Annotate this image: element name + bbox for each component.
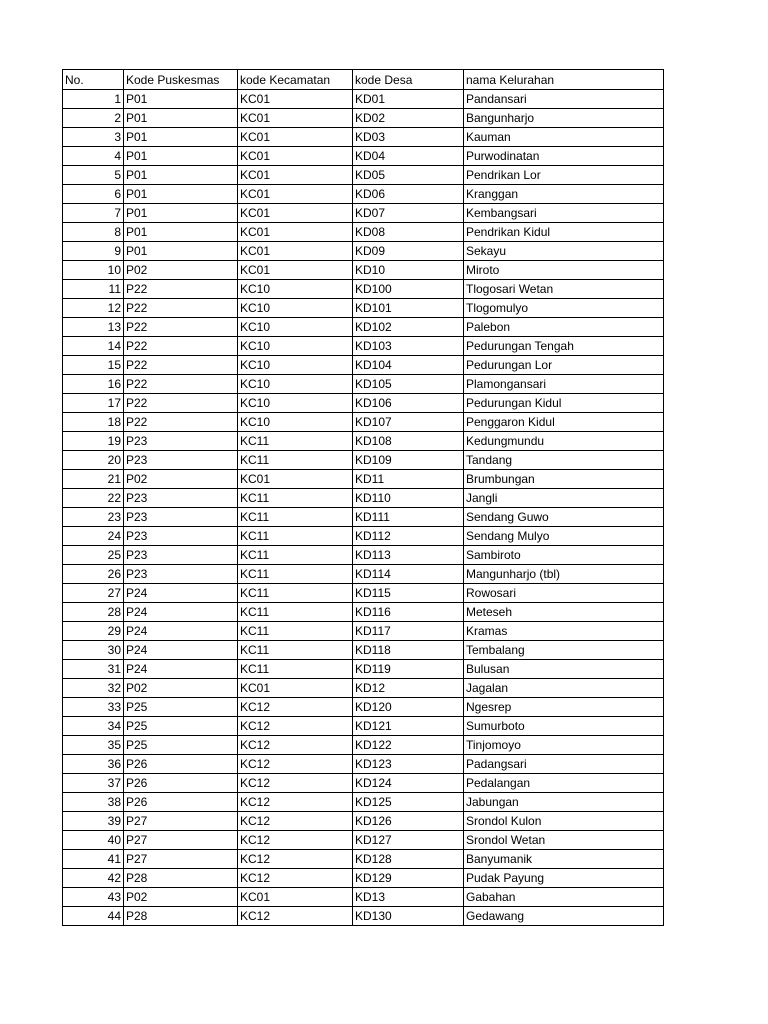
cell-kode-kecamatan[interactable]: KC11 — [238, 565, 353, 584]
cell-kode-kecamatan[interactable]: KC11 — [238, 508, 353, 527]
cell-kode-puskesmas[interactable]: P28 — [124, 869, 238, 888]
cell-kode-kecamatan[interactable]: KC01 — [238, 888, 353, 907]
cell-nama-kelurahan[interactable]: Tlogomulyo — [464, 299, 664, 318]
cell-kode-desa[interactable]: KD106 — [353, 394, 464, 413]
cell-no[interactable]: 11 — [63, 280, 124, 299]
table-row — [63, 432, 664, 451]
table-row — [63, 90, 664, 109]
cell-kode-kecamatan[interactable]: KC10 — [238, 413, 353, 432]
cell-kode-kecamatan[interactable]: KC11 — [238, 546, 353, 565]
cell-kode-puskesmas[interactable]: P02 — [124, 261, 238, 280]
cell-kode-desa[interactable]: KD01 — [353, 90, 464, 109]
cell-nama-kelurahan[interactable]: Kedungmundu — [464, 432, 664, 451]
table-row — [63, 413, 664, 432]
cell-kode-kecamatan[interactable]: KC01 — [238, 261, 353, 280]
cell-kode-desa[interactable]: KD130 — [353, 907, 464, 926]
cell-kode-desa[interactable]: KD108 — [353, 432, 464, 451]
cell-no[interactable]: 23 — [63, 508, 124, 527]
cell-kode-desa[interactable]: KD128 — [353, 850, 464, 869]
cell-kode-desa[interactable]: KD126 — [353, 812, 464, 831]
cell-no[interactable]: 9 — [63, 242, 124, 261]
cell-no[interactable]: 10 — [63, 261, 124, 280]
cell-no[interactable]: 33 — [63, 698, 124, 717]
cell-kode-desa[interactable]: KD113 — [353, 546, 464, 565]
cell-kode-kecamatan[interactable]: KC01 — [238, 223, 353, 242]
cell-kode-kecamatan[interactable]: KC01 — [238, 242, 353, 261]
cell-kode-desa[interactable]: KD02 — [353, 109, 464, 128]
table-row — [63, 869, 664, 888]
cell-kode-kecamatan[interactable]: KC01 — [238, 166, 353, 185]
kelurahan-table — [62, 69, 664, 926]
table-row — [63, 698, 664, 717]
cell-kode-puskesmas[interactable]: P22 — [124, 280, 238, 299]
cell-nama-kelurahan[interactable]: Brumbungan — [464, 470, 664, 489]
table-row — [63, 679, 664, 698]
table-row — [63, 489, 664, 508]
header-nama-kelurahan[interactable]: nama Kelurahan — [464, 70, 664, 90]
cell-kode-puskesmas[interactable]: P24 — [124, 622, 238, 641]
cell-kode-desa[interactable]: KD123 — [353, 755, 464, 774]
cell-kode-desa[interactable]: KD117 — [353, 622, 464, 641]
table-row — [63, 641, 664, 660]
cell-kode-puskesmas[interactable]: P26 — [124, 793, 238, 812]
cell-nama-kelurahan[interactable]: Tinjomoyo — [464, 736, 664, 755]
table-row — [63, 337, 664, 356]
table-row — [63, 622, 664, 641]
table-row — [63, 223, 664, 242]
cell-nama-kelurahan[interactable]: Penggaron Kidul — [464, 413, 664, 432]
table-row — [63, 318, 664, 337]
cell-kode-puskesmas[interactable]: P24 — [124, 641, 238, 660]
cell-kode-desa[interactable]: KD101 — [353, 299, 464, 318]
table-row — [63, 147, 664, 166]
cell-kode-kecamatan[interactable]: KC12 — [238, 698, 353, 717]
cell-kode-desa[interactable]: KD121 — [353, 717, 464, 736]
cell-nama-kelurahan[interactable]: Gedawang — [464, 907, 664, 926]
cell-no[interactable]: 38 — [63, 793, 124, 812]
cell-no[interactable]: 26 — [63, 565, 124, 584]
cell-kode-puskesmas[interactable]: P28 — [124, 907, 238, 926]
cell-nama-kelurahan[interactable]: Mangunharjo (tbl) — [464, 565, 664, 584]
cell-kode-kecamatan[interactable]: KC01 — [238, 204, 353, 223]
cell-kode-kecamatan[interactable]: KC11 — [238, 527, 353, 546]
cell-kode-puskesmas[interactable]: P24 — [124, 660, 238, 679]
cell-kode-puskesmas[interactable]: P22 — [124, 337, 238, 356]
cell-kode-kecamatan[interactable]: KC10 — [238, 318, 353, 337]
table-row — [63, 299, 664, 318]
cell-kode-kecamatan[interactable]: KC12 — [238, 812, 353, 831]
cell-kode-kecamatan[interactable]: KC10 — [238, 337, 353, 356]
cell-nama-kelurahan[interactable]: Palebon — [464, 318, 664, 337]
cell-no[interactable]: 18 — [63, 413, 124, 432]
table-row — [63, 527, 664, 546]
cell-no[interactable]: 37 — [63, 774, 124, 793]
cell-nama-kelurahan[interactable]: Kramas — [464, 622, 664, 641]
cell-no[interactable]: 30 — [63, 641, 124, 660]
cell-kode-puskesmas[interactable]: P26 — [124, 755, 238, 774]
cell-kode-kecamatan[interactable]: KC12 — [238, 755, 353, 774]
table-row — [63, 375, 664, 394]
cell-nama-kelurahan[interactable]: Sendang Guwo — [464, 508, 664, 527]
table-row — [63, 812, 664, 831]
cell-kode-puskesmas[interactable]: P02 — [124, 888, 238, 907]
table-row — [63, 888, 664, 907]
cell-no[interactable]: 21 — [63, 470, 124, 489]
cell-kode-puskesmas[interactable]: P22 — [124, 394, 238, 413]
cell-kode-puskesmas[interactable]: P02 — [124, 679, 238, 698]
cell-no[interactable]: 34 — [63, 717, 124, 736]
table-row — [63, 242, 664, 261]
cell-kode-puskesmas[interactable]: P01 — [124, 109, 238, 128]
cell-no[interactable]: 22 — [63, 489, 124, 508]
cell-kode-puskesmas[interactable]: P24 — [124, 603, 238, 622]
table-row — [63, 584, 664, 603]
cell-no[interactable]: 1 — [63, 90, 124, 109]
cell-kode-puskesmas[interactable]: P22 — [124, 413, 238, 432]
cell-no[interactable]: 28 — [63, 603, 124, 622]
cell-nama-kelurahan[interactable]: Kembangsari — [464, 204, 664, 223]
table-row — [63, 546, 664, 565]
cell-kode-puskesmas[interactable]: P27 — [124, 812, 238, 831]
cell-no[interactable]: 17 — [63, 394, 124, 413]
cell-kode-puskesmas[interactable]: P02 — [124, 470, 238, 489]
cell-nama-kelurahan[interactable]: Tandang — [464, 451, 664, 470]
cell-nama-kelurahan[interactable]: Pedurungan Kidul — [464, 394, 664, 413]
cell-kode-kecamatan[interactable]: KC10 — [238, 394, 353, 413]
cell-nama-kelurahan[interactable]: Jagalan — [464, 679, 664, 698]
cell-kode-desa[interactable]: KD112 — [353, 527, 464, 546]
table-row — [63, 793, 664, 812]
table-row — [63, 774, 664, 793]
cell-nama-kelurahan[interactable]: Gabahan — [464, 888, 664, 907]
cell-nama-kelurahan[interactable]: Ngesrep — [464, 698, 664, 717]
cell-kode-desa[interactable]: KD114 — [353, 565, 464, 584]
table-row — [63, 394, 664, 413]
table-row — [63, 717, 664, 736]
cell-kode-puskesmas[interactable]: P01 — [124, 204, 238, 223]
cell-kode-desa[interactable]: KD04 — [353, 147, 464, 166]
cell-kode-kecamatan[interactable]: KC01 — [238, 679, 353, 698]
table-row — [63, 280, 664, 299]
cell-kode-kecamatan[interactable]: KC10 — [238, 356, 353, 375]
cell-kode-puskesmas[interactable]: P22 — [124, 318, 238, 337]
cell-kode-kecamatan[interactable]: KC12 — [238, 736, 353, 755]
table-row — [63, 603, 664, 622]
cell-kode-kecamatan[interactable]: KC12 — [238, 869, 353, 888]
cell-kode-desa[interactable]: KD122 — [353, 736, 464, 755]
header-kode-desa[interactable]: kode Desa — [353, 70, 464, 90]
cell-kode-desa[interactable]: KD07 — [353, 204, 464, 223]
cell-kode-desa[interactable]: KD12 — [353, 679, 464, 698]
cell-kode-puskesmas[interactable]: P23 — [124, 527, 238, 546]
cell-no[interactable]: 31 — [63, 660, 124, 679]
table-row — [63, 660, 664, 679]
cell-kode-desa[interactable]: KD116 — [353, 603, 464, 622]
cell-kode-puskesmas[interactable]: P25 — [124, 698, 238, 717]
table-row — [63, 907, 664, 926]
cell-no[interactable]: 19 — [63, 432, 124, 451]
cell-kode-desa[interactable]: KD13 — [353, 888, 464, 907]
cell-kode-kecamatan[interactable]: KC11 — [238, 603, 353, 622]
cell-kode-kecamatan[interactable]: KC10 — [238, 299, 353, 318]
cell-kode-kecamatan[interactable]: KC01 — [238, 470, 353, 489]
cell-kode-puskesmas[interactable]: P23 — [124, 565, 238, 584]
cell-kode-desa[interactable]: KD03 — [353, 128, 464, 147]
cell-nama-kelurahan[interactable]: Miroto — [464, 261, 664, 280]
cell-kode-desa[interactable]: KD129 — [353, 869, 464, 888]
cell-no[interactable]: 29 — [63, 622, 124, 641]
cell-no[interactable]: 20 — [63, 451, 124, 470]
cell-kode-desa[interactable]: KD08 — [353, 223, 464, 242]
cell-no[interactable]: 32 — [63, 679, 124, 698]
cell-no[interactable]: 16 — [63, 375, 124, 394]
cell-kode-kecamatan[interactable]: KC11 — [238, 451, 353, 470]
header-no[interactable]: No. — [63, 70, 124, 90]
cell-kode-desa[interactable]: KD109 — [353, 451, 464, 470]
cell-nama-kelurahan[interactable]: Tlogosari Wetan — [464, 280, 664, 299]
cell-kode-puskesmas[interactable]: P23 — [124, 508, 238, 527]
cell-no[interactable]: 44 — [63, 907, 124, 926]
cell-kode-kecamatan[interactable]: KC10 — [238, 280, 353, 299]
cell-kode-kecamatan[interactable]: KC11 — [238, 584, 353, 603]
cell-nama-kelurahan[interactable]: Pudak Payung — [464, 869, 664, 888]
table-row — [63, 451, 664, 470]
cell-nama-kelurahan[interactable]: Bangunharjo — [464, 109, 664, 128]
cell-kode-desa[interactable]: KD107 — [353, 413, 464, 432]
table-row — [63, 565, 664, 584]
cell-nama-kelurahan[interactable]: Padangsari — [464, 755, 664, 774]
cell-nama-kelurahan[interactable]: Kauman — [464, 128, 664, 147]
cell-kode-desa[interactable]: KD100 — [353, 280, 464, 299]
cell-kode-puskesmas[interactable]: P25 — [124, 736, 238, 755]
cell-nama-kelurahan[interactable]: Rowosari — [464, 584, 664, 603]
cell-kode-kecamatan[interactable]: KC11 — [238, 432, 353, 451]
cell-kode-kecamatan[interactable]: KC12 — [238, 774, 353, 793]
cell-kode-puskesmas[interactable]: P01 — [124, 242, 238, 261]
cell-nama-kelurahan[interactable]: Pendrikan Lor — [464, 166, 664, 185]
cell-kode-desa[interactable]: KD111 — [353, 508, 464, 527]
cell-kode-desa[interactable]: KD11 — [353, 470, 464, 489]
cell-nama-kelurahan[interactable]: Purwodinatan — [464, 147, 664, 166]
cell-no[interactable]: 14 — [63, 337, 124, 356]
table-body — [63, 90, 664, 926]
cell-kode-puskesmas[interactable]: P25 — [124, 717, 238, 736]
cell-nama-kelurahan[interactable]: Pedurungan Tengah — [464, 337, 664, 356]
cell-kode-puskesmas[interactable]: P22 — [124, 375, 238, 394]
cell-kode-puskesmas[interactable]: P27 — [124, 831, 238, 850]
cell-no[interactable]: 8 — [63, 223, 124, 242]
cell-kode-kecamatan[interactable]: KC12 — [238, 793, 353, 812]
cell-no[interactable]: 12 — [63, 299, 124, 318]
cell-kode-desa[interactable]: KD104 — [353, 356, 464, 375]
cell-nama-kelurahan[interactable]: Sumurboto — [464, 717, 664, 736]
table-row — [63, 356, 664, 375]
header-kode-puskesmas[interactable]: Kode Puskesmas — [124, 70, 238, 90]
cell-nama-kelurahan[interactable]: Sekayu — [464, 242, 664, 261]
cell-nama-kelurahan[interactable]: Sendang Mulyo — [464, 527, 664, 546]
cell-kode-kecamatan[interactable]: KC01 — [238, 185, 353, 204]
cell-no[interactable]: 15 — [63, 356, 124, 375]
cell-no[interactable]: 42 — [63, 869, 124, 888]
cell-kode-puskesmas[interactable]: P22 — [124, 299, 238, 318]
cell-kode-desa[interactable]: KD09 — [353, 242, 464, 261]
cell-kode-kecamatan[interactable]: KC11 — [238, 641, 353, 660]
cell-kode-desa[interactable]: KD110 — [353, 489, 464, 508]
cell-kode-kecamatan[interactable]: KC11 — [238, 622, 353, 641]
cell-no[interactable]: 39 — [63, 812, 124, 831]
cell-kode-desa[interactable]: KD06 — [353, 185, 464, 204]
cell-nama-kelurahan[interactable]: Banyumanik — [464, 850, 664, 869]
cell-nama-kelurahan[interactable]: Bulusan — [464, 660, 664, 679]
table-row — [63, 508, 664, 527]
cell-nama-kelurahan[interactable]: Srondol Wetan — [464, 831, 664, 850]
cell-kode-kecamatan[interactable]: KC12 — [238, 717, 353, 736]
table-row — [63, 755, 664, 774]
cell-nama-kelurahan[interactable]: Sambiroto — [464, 546, 664, 565]
cell-nama-kelurahan[interactable]: Jabungan — [464, 793, 664, 812]
table-row — [63, 128, 664, 147]
cell-kode-puskesmas[interactable]: P24 — [124, 584, 238, 603]
cell-nama-kelurahan[interactable]: Meteseh — [464, 603, 664, 622]
table-row — [63, 185, 664, 204]
cell-kode-kecamatan[interactable]: KC11 — [238, 660, 353, 679]
cell-kode-kecamatan[interactable]: KC10 — [238, 375, 353, 394]
cell-no[interactable]: 7 — [63, 204, 124, 223]
cell-no[interactable]: 2 — [63, 109, 124, 128]
cell-no[interactable]: 40 — [63, 831, 124, 850]
cell-kode-kecamatan[interactable]: KC01 — [238, 128, 353, 147]
table-row — [63, 850, 664, 869]
table-row — [63, 166, 664, 185]
table-row — [63, 736, 664, 755]
cell-kode-desa[interactable]: KD120 — [353, 698, 464, 717]
spreadsheet-sheet — [62, 69, 663, 926]
cell-kode-desa[interactable]: KD103 — [353, 337, 464, 356]
table-header-row — [63, 70, 664, 90]
table-row — [63, 261, 664, 280]
cell-kode-desa[interactable]: KD118 — [353, 641, 464, 660]
cell-no[interactable]: 35 — [63, 736, 124, 755]
cell-no[interactable]: 43 — [63, 888, 124, 907]
cell-kode-desa[interactable]: KD05 — [353, 166, 464, 185]
table-row — [63, 109, 664, 128]
cell-kode-desa[interactable]: KD10 — [353, 261, 464, 280]
cell-nama-kelurahan[interactable]: Plamongansari — [464, 375, 664, 394]
cell-kode-puskesmas[interactable]: P22 — [124, 356, 238, 375]
cell-kode-kecamatan[interactable]: KC12 — [238, 907, 353, 926]
cell-kode-puskesmas[interactable]: P27 — [124, 850, 238, 869]
cell-nama-kelurahan[interactable]: Pedurungan Lor — [464, 356, 664, 375]
cell-kode-kecamatan[interactable]: KC01 — [238, 109, 353, 128]
cell-kode-puskesmas[interactable]: P01 — [124, 185, 238, 204]
cell-nama-kelurahan[interactable]: Kranggan — [464, 185, 664, 204]
cell-kode-desa[interactable]: KD105 — [353, 375, 464, 394]
cell-kode-desa[interactable]: KD125 — [353, 793, 464, 812]
table-row — [63, 204, 664, 223]
cell-kode-puskesmas[interactable]: P01 — [124, 223, 238, 242]
cell-no[interactable]: 27 — [63, 584, 124, 603]
cell-kode-kecamatan[interactable]: KC01 — [238, 90, 353, 109]
cell-kode-puskesmas[interactable]: P01 — [124, 147, 238, 166]
cell-kode-kecamatan[interactable]: KC12 — [238, 850, 353, 869]
cell-kode-puskesmas[interactable]: P01 — [124, 90, 238, 109]
cell-nama-kelurahan[interactable]: Pedalangan — [464, 774, 664, 793]
cell-no[interactable]: 36 — [63, 755, 124, 774]
cell-kode-desa[interactable]: KD127 — [353, 831, 464, 850]
cell-nama-kelurahan[interactable]: Srondol Kulon — [464, 812, 664, 831]
cell-kode-kecamatan[interactable]: KC11 — [238, 489, 353, 508]
cell-nama-kelurahan[interactable]: Pandansari — [464, 90, 664, 109]
cell-kode-puskesmas[interactable]: P26 — [124, 774, 238, 793]
cell-kode-puskesmas[interactable]: P23 — [124, 432, 238, 451]
cell-nama-kelurahan[interactable]: Tembalang — [464, 641, 664, 660]
cell-kode-desa[interactable]: KD115 — [353, 584, 464, 603]
cell-kode-kecamatan[interactable]: KC01 — [238, 147, 353, 166]
cell-no[interactable]: 25 — [63, 546, 124, 565]
cell-no[interactable]: 24 — [63, 527, 124, 546]
cell-no[interactable]: 41 — [63, 850, 124, 869]
cell-kode-kecamatan[interactable]: KC12 — [238, 831, 353, 850]
cell-no[interactable]: 3 — [63, 128, 124, 147]
cell-no[interactable]: 13 — [63, 318, 124, 337]
cell-no[interactable]: 5 — [63, 166, 124, 185]
cell-no[interactable]: 6 — [63, 185, 124, 204]
cell-kode-puskesmas[interactable]: P23 — [124, 489, 238, 508]
cell-kode-puskesmas[interactable]: P23 — [124, 546, 238, 565]
header-kode-kecamatan[interactable]: kode Kecamatan — [238, 70, 353, 90]
cell-kode-desa[interactable]: KD124 — [353, 774, 464, 793]
cell-nama-kelurahan[interactable]: Jangli — [464, 489, 664, 508]
cell-kode-desa[interactable]: KD102 — [353, 318, 464, 337]
cell-kode-desa[interactable]: KD119 — [353, 660, 464, 679]
cell-nama-kelurahan[interactable]: Pendrikan Kidul — [464, 223, 664, 242]
table-row — [63, 831, 664, 850]
cell-kode-puskesmas[interactable]: P01 — [124, 166, 238, 185]
cell-kode-puskesmas[interactable]: P23 — [124, 451, 238, 470]
cell-kode-puskesmas[interactable]: P01 — [124, 128, 238, 147]
table-row — [63, 470, 664, 489]
cell-no[interactable]: 4 — [63, 147, 124, 166]
